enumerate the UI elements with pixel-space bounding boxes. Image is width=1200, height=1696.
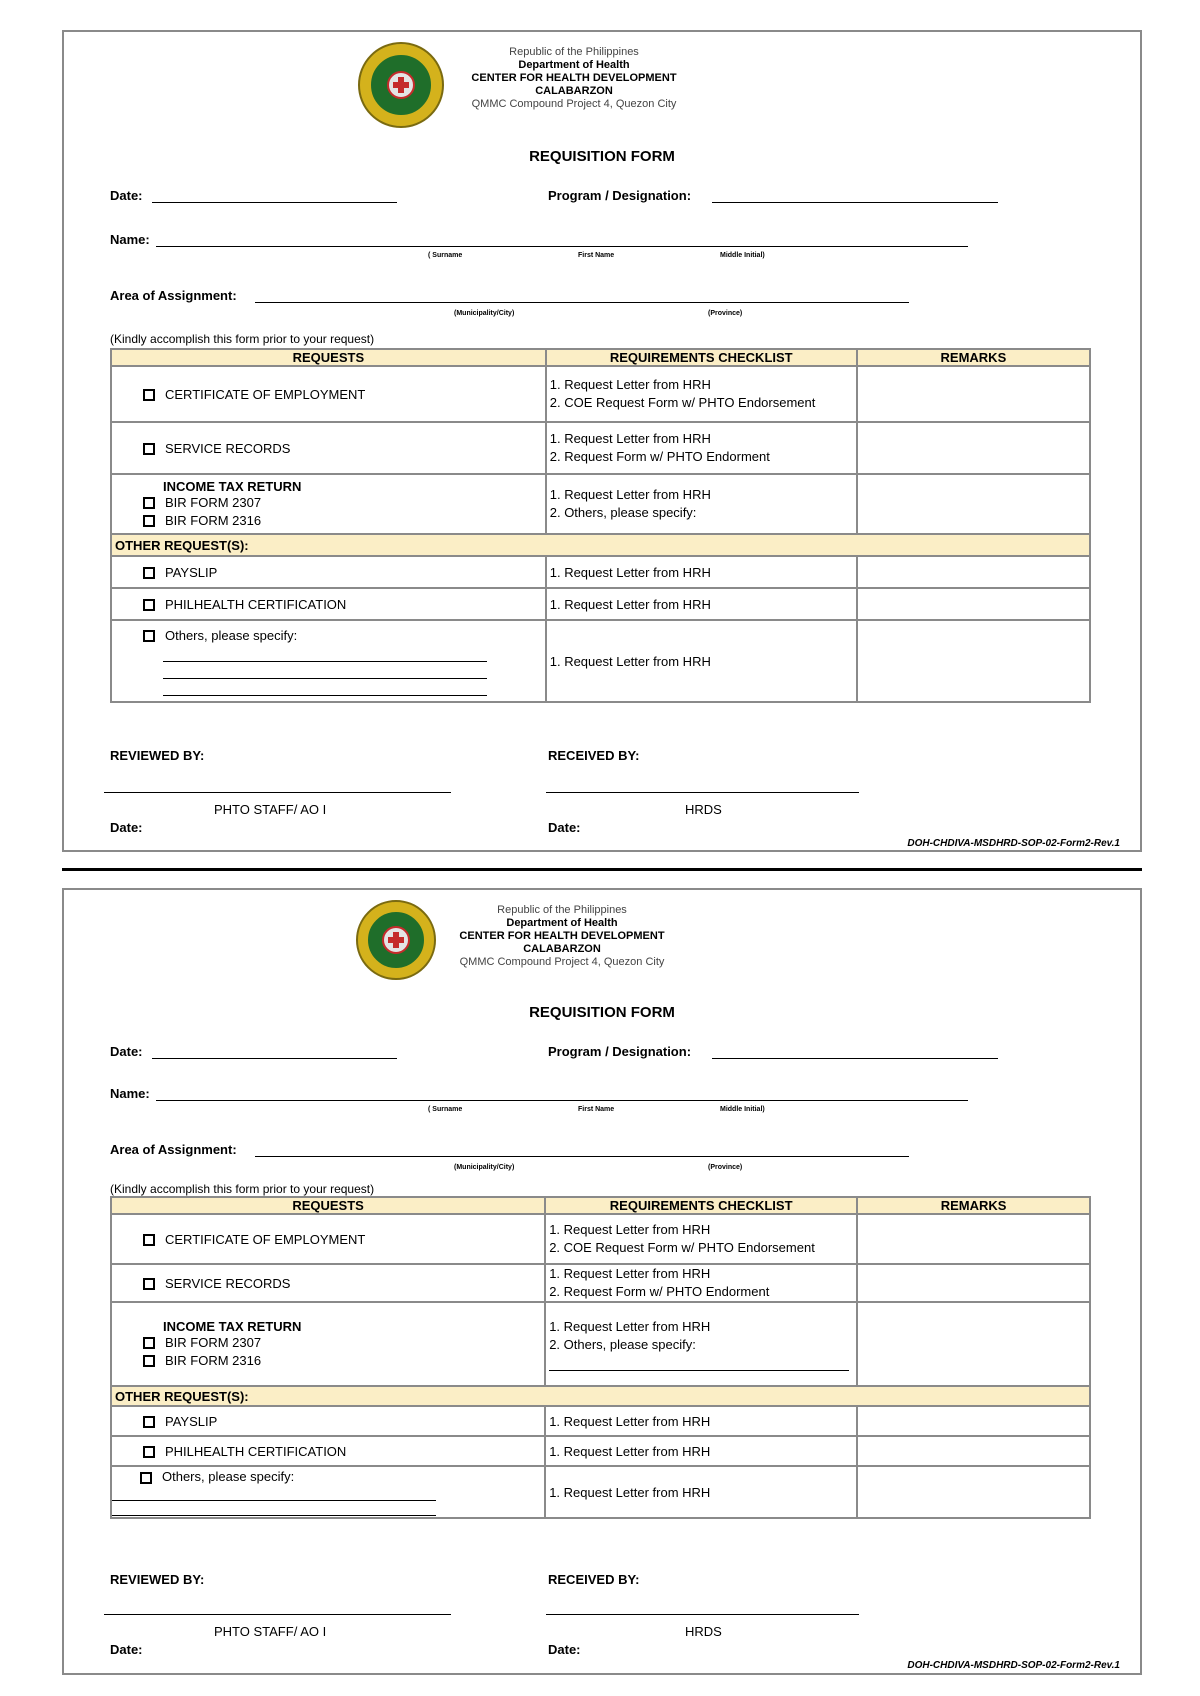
divider — [62, 868, 1142, 871]
name-label: Name: — [110, 232, 150, 247]
doh-seal-icon — [358, 42, 444, 128]
instruction-note: (Kindly accomplish this form prior to your request) — [110, 332, 375, 346]
province-caption: (Province) — [708, 310, 743, 317]
others-checkbox[interactable] — [140, 1472, 152, 1484]
surname-caption: ( Surname — [428, 252, 463, 259]
reviewed-by-label: REVIEWED BY: — [110, 1572, 205, 1587]
table-row — [111, 474, 1090, 534]
table-row — [111, 1466, 1090, 1518]
bir-2307-label: BIR FORM 2307 — [165, 494, 262, 510]
bir-2307-checkbox[interactable] — [143, 1337, 155, 1349]
bir-2316-label: BIR FORM 2316 — [165, 512, 262, 528]
date-field[interactable] — [152, 1058, 397, 1059]
service-records-label: SERVICE RECORDS — [165, 440, 291, 456]
hrds-caption: HRDS — [685, 1624, 722, 1639]
received-by-label: RECEIVED BY: — [548, 748, 640, 763]
remarks-cell[interactable] — [857, 422, 1090, 474]
remarks-cell[interactable] — [857, 1466, 1090, 1518]
checklist-item: 1. Request Letter from HRH — [549, 1222, 711, 1237]
checklist-item: 2. COE Request Form w/ PHTO Endorsement — [549, 1240, 815, 1255]
payslip-label: PAYSLIP — [165, 564, 218, 580]
bir-2307-checkbox[interactable] — [143, 497, 155, 509]
remarks-cell[interactable] — [857, 1214, 1090, 1264]
table-row — [111, 422, 1090, 474]
letterhead-line: QMMC Compound Project 4, Quezon City — [459, 956, 665, 968]
specify-line[interactable] — [112, 1501, 436, 1516]
name-field[interactable] — [156, 246, 968, 247]
area-label: Area of Assignment: — [110, 1142, 237, 1157]
letterhead-line: CENTER FOR HEALTH DEVELOPMENT — [471, 72, 677, 84]
name-field[interactable] — [156, 1100, 968, 1101]
table-row — [111, 1214, 1090, 1264]
philhealth-checkbox[interactable] — [143, 599, 155, 611]
checklist-item: 1. Request Letter from HRH — [546, 556, 857, 588]
date-field[interactable] — [152, 202, 397, 203]
table-row — [111, 556, 1090, 588]
letterhead-line: CENTER FOR HEALTH DEVELOPMENT — [459, 930, 665, 942]
checklist-item: 1. Request Letter from HRH — [549, 1318, 711, 1334]
remarks-header: REMARKS — [857, 349, 1090, 366]
bir-2316-label: BIR FORM 2316 — [165, 1352, 262, 1368]
letterhead-line: Department of Health — [518, 59, 630, 71]
checklist-item: 1. Request Letter from HRH — [549, 377, 711, 392]
checklist-item: 2. COE Request Form w/ PHTO Endorsement — [549, 395, 816, 410]
receiver-date-label: Date: — [548, 820, 581, 835]
table-row — [111, 1436, 1090, 1466]
letterhead — [436, 904, 688, 969]
table-row — [111, 588, 1090, 620]
receiver-signature-line[interactable] — [546, 1614, 859, 1615]
payslip-checkbox[interactable] — [143, 567, 155, 579]
remarks-cell[interactable] — [857, 556, 1090, 588]
form-code: DOH-CHDIVA-MSDHRD-SOP-02-Form2-Rev.1 — [907, 838, 1120, 849]
form-code: DOH-CHDIVA-MSDHRD-SOP-02-Form2-Rev.1 — [907, 1660, 1120, 1671]
table-row — [111, 366, 1090, 422]
other-requests-heading: OTHER REQUEST(S): — [111, 534, 1090, 556]
middle-initial-caption: Middle Initial) — [720, 252, 765, 259]
specify-line[interactable] — [163, 645, 487, 662]
municipality-caption: (Municipality/City) — [454, 1164, 515, 1171]
letterhead-line: CALABARZON — [535, 85, 613, 97]
service-records-checkbox[interactable] — [143, 443, 155, 455]
middle-initial-caption: Middle Initial) — [720, 1106, 765, 1113]
philhealth-checkbox[interactable] — [143, 1446, 155, 1458]
specify-line[interactable] — [163, 679, 487, 696]
checklist-item: 1. Request Letter from HRH — [549, 487, 711, 502]
remarks-cell[interactable] — [857, 588, 1090, 620]
others-label: Others, please specify: — [165, 627, 298, 643]
phto-staff-caption: PHTO STAFF/ AO I — [214, 1624, 327, 1639]
service-records-label: SERVICE RECORDS — [165, 1275, 291, 1291]
remarks-cell[interactable] — [857, 474, 1090, 534]
payslip-label: PAYSLIP — [165, 1413, 218, 1429]
reviewer-date-label: Date: — [110, 820, 143, 835]
program-label: Program / Designation: — [548, 1044, 692, 1059]
name-label: Name: — [110, 1086, 150, 1101]
checklist-item: 1. Request Letter from HRH — [545, 1436, 857, 1466]
checklist-item: 1. Request Letter from HRH — [546, 620, 857, 702]
remarks-cell[interactable] — [857, 366, 1090, 422]
specify-line[interactable] — [549, 1354, 849, 1371]
first-name-caption: First Name — [578, 252, 615, 259]
program-field[interactable] — [712, 202, 998, 203]
requests-table — [110, 1196, 1091, 1519]
program-field[interactable] — [712, 1058, 998, 1059]
requisition-form-bottom — [62, 888, 1142, 1675]
specify-line[interactable] — [112, 1486, 436, 1501]
remarks-header: REMARKS — [857, 1197, 1090, 1214]
bir-2316-checkbox[interactable] — [143, 1355, 155, 1367]
others-checkbox[interactable] — [143, 630, 155, 642]
letterhead — [444, 46, 704, 111]
remarks-cell[interactable] — [857, 1264, 1090, 1302]
area-field[interactable] — [255, 1156, 909, 1157]
payslip-checkbox[interactable] — [143, 1416, 155, 1428]
itr-label: INCOME TAX RETURN — [163, 1318, 302, 1334]
bir-2316-checkbox[interactable] — [143, 515, 155, 527]
table-row — [111, 1302, 1090, 1386]
form-title: REQUISITION FORM — [529, 148, 675, 165]
checklist-item: 2. Request Form w/ PHTO Endorment — [549, 449, 770, 464]
letterhead-line: Department of Health — [506, 917, 618, 929]
hrds-caption: HRDS — [685, 802, 722, 817]
receiver-date-label: Date: — [548, 1642, 581, 1657]
letterhead-line: Republic of the Philippines — [509, 46, 639, 58]
philhealth-label: PHILHEALTH CERTIFICATION — [165, 1443, 347, 1459]
letterhead-line: CALABARZON — [523, 943, 601, 955]
coe-checkbox[interactable] — [143, 389, 155, 401]
reviewer-date-label: Date: — [110, 1642, 143, 1657]
letterhead-line: QMMC Compound Project 4, Quezon City — [471, 98, 677, 110]
table-row — [111, 620, 1090, 702]
coe-checkbox[interactable] — [143, 1234, 155, 1246]
form-title: REQUISITION FORM — [529, 1004, 675, 1021]
first-name-caption: First Name — [578, 1106, 615, 1113]
checklist-header: REQUIREMENTS CHECKLIST — [546, 349, 857, 366]
requests-header: REQUESTS — [111, 349, 546, 366]
date-label: Date: — [110, 1044, 143, 1059]
phto-staff-caption: PHTO STAFF/ AO I — [214, 802, 327, 817]
requests-table — [110, 348, 1091, 703]
reviewed-by-label: REVIEWED BY: — [110, 748, 205, 763]
program-label: Program / Designation: — [548, 188, 692, 203]
requests-header: REQUESTS — [111, 1197, 545, 1214]
checklist-item: 1. Request Letter from HRH — [546, 588, 857, 620]
section-row — [111, 534, 1090, 556]
checklist-item: 2. Others, please specify: — [549, 505, 697, 520]
itr-label: INCOME TAX RETURN — [163, 478, 302, 494]
table-row — [111, 1264, 1090, 1302]
service-records-checkbox[interactable] — [143, 1278, 155, 1290]
remarks-cell[interactable] — [857, 1406, 1090, 1436]
section-row — [111, 1386, 1090, 1406]
other-requests-heading: OTHER REQUEST(S): — [111, 1386, 1090, 1406]
date-label: Date: — [110, 188, 143, 203]
reviewer-signature-line[interactable] — [104, 792, 451, 793]
checklist-item: 2. Others, please specify: — [549, 1336, 696, 1352]
requisition-form-top — [62, 30, 1142, 852]
philhealth-label: PHILHEALTH CERTIFICATION — [165, 596, 347, 612]
doh-seal-icon — [356, 900, 436, 980]
instruction-note: (Kindly accomplish this form prior to your request) — [110, 1182, 375, 1196]
municipality-caption: (Municipality/City) — [454, 310, 515, 317]
receiver-signature-line[interactable] — [546, 792, 859, 793]
remarks-cell[interactable] — [857, 1302, 1090, 1386]
checklist-item: 1. Request Letter from HRH — [549, 1266, 711, 1281]
coe-label: CERTIFICATE OF EMPLOYMENT — [165, 386, 366, 402]
remarks-cell[interactable] — [857, 1436, 1090, 1466]
reviewer-signature-line[interactable] — [104, 1614, 451, 1615]
surname-caption: ( Surname — [428, 1106, 463, 1113]
checklist-header: REQUIREMENTS CHECKLIST — [545, 1197, 857, 1214]
bir-2307-label: BIR FORM 2307 — [165, 1334, 262, 1350]
others-label: Others, please specify: — [162, 1469, 295, 1484]
coe-label: CERTIFICATE OF EMPLOYMENT — [165, 1231, 366, 1247]
letterhead-line: Republic of the Philippines — [497, 904, 627, 916]
area-label: Area of Assignment: — [110, 288, 237, 303]
checklist-item: 1. Request Letter from HRH — [545, 1466, 857, 1518]
province-caption: (Province) — [708, 1164, 743, 1171]
remarks-cell[interactable] — [857, 620, 1090, 702]
table-row — [111, 1406, 1090, 1436]
specify-line[interactable] — [163, 662, 487, 679]
received-by-label: RECEIVED BY: — [548, 1572, 640, 1587]
checklist-item: 1. Request Letter from HRH — [549, 431, 711, 446]
checklist-item: 1. Request Letter from HRH — [545, 1406, 857, 1436]
area-field[interactable] — [255, 302, 909, 303]
checklist-item: 2. Request Form w/ PHTO Endorment — [549, 1284, 770, 1299]
